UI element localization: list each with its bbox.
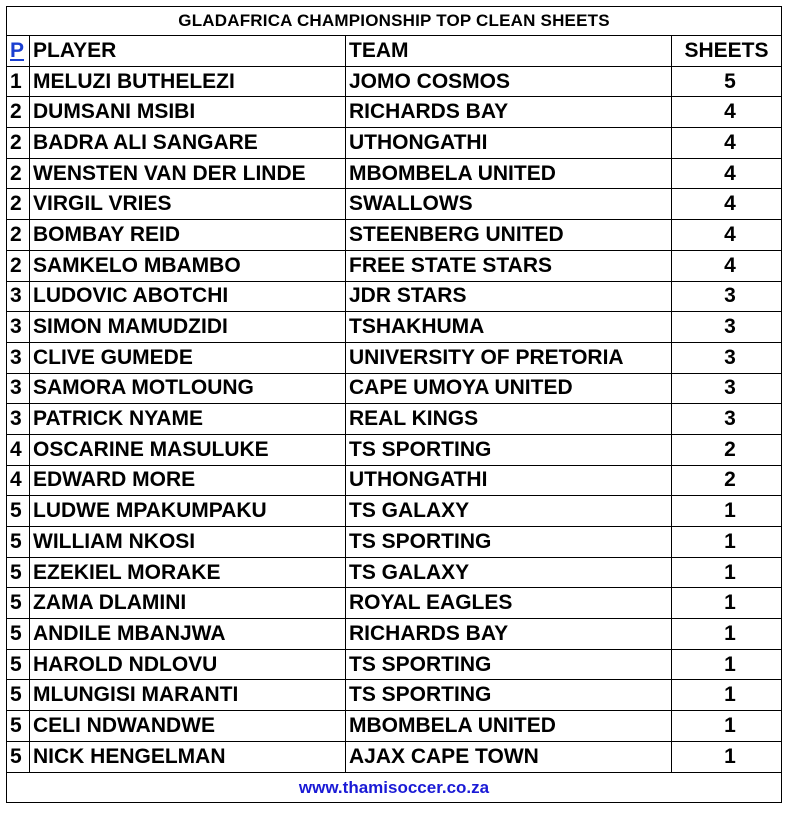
sheets-count-cell: 1 [672,649,782,680]
sheets-count-cell: 3 [672,312,782,343]
table-title: GLADAFRICA CHAMPIONSHIP TOP CLEAN SHEETS [7,7,782,36]
player-name-cell: ZAMA DLAMINI [30,588,346,619]
table-row [7,220,782,251]
header-position[interactable] [7,36,30,67]
team-name-cell: JDR STARS [346,281,672,312]
footer-row [7,772,782,803]
table-row [7,741,782,772]
position-cell: 2 [7,189,30,220]
position-cell: 4 [7,465,30,496]
clean-sheets-table-frame [6,6,780,820]
sheets-count-cell: 1 [672,496,782,527]
team-name-cell: UNIVERSITY OF PRETORIA [346,342,672,373]
player-name-cell: MELUZI BUTHELEZI [30,66,346,97]
table-row [7,281,782,312]
table-row [7,66,782,97]
table-row [7,434,782,465]
team-name-cell: STEENBERG UNITED [346,220,672,251]
team-name-cell: RICHARDS BAY [346,97,672,128]
sheets-count-cell: 1 [672,557,782,588]
table-row [7,158,782,189]
sheets-count-cell: 1 [672,741,782,772]
sheets-count-cell: 1 [672,527,782,558]
sort-position-link[interactable]: P [10,38,25,62]
team-name-cell: CAPE UMOYA UNITED [346,373,672,404]
position-cell: 1 [7,66,30,97]
table-row [7,189,782,220]
sheets-count-cell: 1 [672,619,782,650]
player-name-cell: NICK HENGELMAN [30,741,346,772]
player-name-cell: BADRA ALI SANGARE [30,128,346,159]
header-row [7,36,782,67]
team-name-cell: SWALLOWS [346,189,672,220]
sheets-count-cell: 3 [672,342,782,373]
table-row [7,588,782,619]
sheets-count-cell: 5 [672,66,782,97]
team-name-cell: UTHONGATHI [346,128,672,159]
player-name-cell: LUDOVIC ABOTCHI [30,281,346,312]
position-cell: 5 [7,741,30,772]
player-name-cell: OSCARINE MASULUKE [30,434,346,465]
team-name-cell: TS SPORTING [346,527,672,558]
position-cell: 5 [7,527,30,558]
sheets-count-cell: 4 [672,158,782,189]
position-cell: 2 [7,250,30,281]
table-row [7,250,782,281]
header-sheets: SHEETS [672,36,782,67]
sheets-count-cell: 4 [672,250,782,281]
player-name-cell: SIMON MAMUDZIDI [30,312,346,343]
player-name-cell: CLIVE GUMEDE [30,342,346,373]
position-cell: 5 [7,557,30,588]
position-cell: 3 [7,281,30,312]
position-cell: 2 [7,158,30,189]
sheets-count-cell: 1 [672,680,782,711]
title-row [7,7,782,36]
table-row [7,312,782,343]
position-cell: 5 [7,711,30,742]
sheets-count-cell: 4 [672,189,782,220]
sheets-count-cell: 3 [672,281,782,312]
team-name-cell: TS GALAXY [346,557,672,588]
position-cell: 5 [7,680,30,711]
player-name-cell: VIRGIL VRIES [30,189,346,220]
table-row [7,649,782,680]
team-name-cell: AJAX CAPE TOWN [346,741,672,772]
player-name-cell: LUDWE MPAKUMPAKU [30,496,346,527]
player-name-cell: SAMKELO MBAMBO [30,250,346,281]
team-name-cell: TS SPORTING [346,680,672,711]
sheets-count-cell: 3 [672,373,782,404]
player-name-cell: HAROLD NDLOVU [30,649,346,680]
table-row [7,342,782,373]
position-cell: 2 [7,220,30,251]
table-row [7,97,782,128]
position-cell: 2 [7,128,30,159]
player-name-cell: EZEKIEL MORAKE [30,557,346,588]
position-cell: 2 [7,97,30,128]
table-row [7,373,782,404]
team-name-cell: REAL KINGS [346,404,672,435]
team-name-cell: MBOMBELA UNITED [346,711,672,742]
player-name-cell: WENSTEN VAN DER LINDE [30,158,346,189]
player-name-cell: MLUNGISI MARANTI [30,680,346,711]
team-name-cell: TSHAKHUMA [346,312,672,343]
team-name-cell: UTHONGATHI [346,465,672,496]
team-name-cell: FREE STATE STARS [346,250,672,281]
sheets-count-cell: 1 [672,588,782,619]
table-row [7,527,782,558]
header-team: TEAM [346,36,672,67]
player-name-cell: PATRICK NYAME [30,404,346,435]
position-cell: 5 [7,649,30,680]
position-cell: 5 [7,588,30,619]
position-cell: 3 [7,373,30,404]
header-player: PLAYER [30,36,346,67]
table-row [7,404,782,435]
position-cell: 3 [7,342,30,373]
team-name-cell: JOMO COSMOS [346,66,672,97]
sheets-count-cell: 2 [672,465,782,496]
table-row [7,496,782,527]
player-name-cell: EDWARD MORE [30,465,346,496]
website-link[interactable]: www.thamisoccer.co.za [298,777,490,797]
team-name-cell: MBOMBELA UNITED [346,158,672,189]
sheets-count-cell: 4 [672,97,782,128]
position-cell: 3 [7,404,30,435]
team-name-cell: TS SPORTING [346,649,672,680]
sheets-count-cell: 3 [672,404,782,435]
table-row [7,557,782,588]
table-row [7,680,782,711]
table-row [7,465,782,496]
table-row [7,128,782,159]
team-name-cell: RICHARDS BAY [346,619,672,650]
position-cell: 3 [7,312,30,343]
position-cell: 5 [7,619,30,650]
player-name-cell: BOMBAY REID [30,220,346,251]
team-name-cell: TS SPORTING [346,434,672,465]
player-name-cell: WILLIAM NKOSI [30,527,346,558]
sheets-count-cell: 4 [672,128,782,159]
player-name-cell: ANDILE MBANJWA [30,619,346,650]
player-name-cell: CELI NDWANDWE [30,711,346,742]
position-cell: 5 [7,496,30,527]
table-row [7,619,782,650]
player-name-cell: SAMORA MOTLOUNG [30,373,346,404]
team-name-cell: ROYAL EAGLES [346,588,672,619]
sheets-count-cell: 1 [672,711,782,742]
table-row [7,711,782,742]
player-name-cell: DUMSANI MSIBI [30,97,346,128]
sheets-count-cell: 4 [672,220,782,251]
clean-sheets-table [6,6,782,803]
footer-cell [7,772,782,803]
sheets-count-cell: 2 [672,434,782,465]
team-name-cell: TS GALAXY [346,496,672,527]
position-cell: 4 [7,434,30,465]
